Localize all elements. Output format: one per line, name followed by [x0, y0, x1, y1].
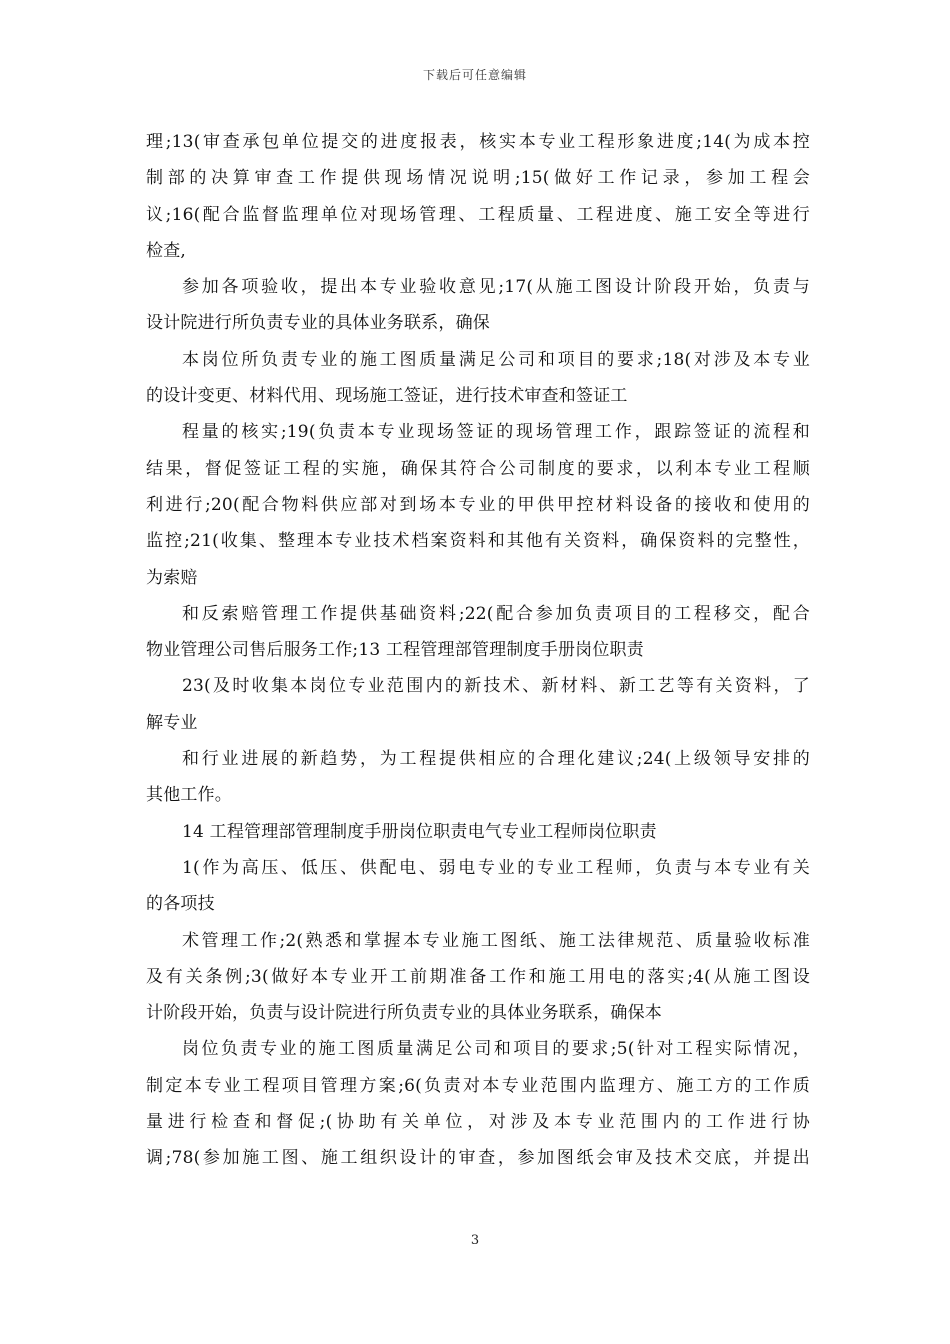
text-line: 计阶段开始，负责与设计院进行所负责专业的具体业务联系，确保本	[146, 1003, 662, 1024]
text-line: 及有关条例;3(做好本专业开工前期准备工作和施工用电的落实;4(从施工图设	[146, 966, 810, 987]
text-line: 议;16(配合监督监理单位对现场管理、工程质量、工程进度、施工安全等进行	[146, 204, 810, 225]
document-body	[146, 124, 810, 1177]
text-line: 解专业	[146, 712, 198, 733]
page-number: 3	[470, 1233, 480, 1248]
text-line: 和行业进展的新趋势，为工程提供相应的合理化建议;24(上级领导安排的	[182, 749, 810, 770]
text-line: 的各项技	[146, 894, 215, 915]
text-line: 岗位负责专业的施工图质量满足公司和项目的要求;5(针对工程实际情况，	[182, 1039, 810, 1060]
text-line: 利进行;20(配合物料供应部对到场本专业的甲供甲控材料设备的接收和使用的	[146, 494, 810, 515]
text-line: 量进行检查和督促;(协助有关单位，对涉及本专业范围内的工作进行协	[146, 1112, 810, 1133]
text-line: 物业管理公司售后服务工作;13 工程管理部管理制度手册岗位职责	[146, 640, 644, 661]
text-line: 设计院进行所负责专业的具体业务联系，确保	[146, 313, 490, 334]
text-line: 本岗位所负责专业的施工图质量满足公司和项目的要求;18(对涉及本专业	[182, 349, 810, 370]
text-line: 制定本专业工程项目管理方案;6(负责对本专业范围内监理方、施工方的工作质	[146, 1075, 810, 1096]
text-line: 为索赔	[146, 567, 198, 588]
text-line: 和反索赔管理工作提供基础资料;22(配合参加负责项目的工程移交，配合	[182, 603, 810, 624]
text-line: 理;13(审查承包单位提交的进度报表，核实本专业工程形象进度;14(为成本控	[146, 132, 810, 152]
text-line: 程量的核实;19(负责本专业现场签证的现场管理工作，跟踪签证的流程和	[182, 422, 810, 443]
text-line: 检查,	[146, 240, 187, 261]
text-line: 23(及时收集本岗位专业范围内的新技术、新材料、新工艺等有关资料，了	[182, 676, 810, 697]
text-line: 其他工作。	[146, 785, 232, 806]
text-line: 制部的决算审查工作提供现场情况说明;15(做好工作记录，参加工程会	[146, 168, 810, 189]
text-line: 1(作为高压、低压、供配电、弱电专业的专业工程师，负责与本专业有关	[182, 857, 810, 878]
page-header: 下载后可任意编辑	[422, 68, 527, 82]
text-line: 参加各项验收，提出本专业验收意见;17(从施工图设计阶段开始，负责与	[182, 277, 810, 298]
text-line: 结果，督促签证工程的实施，确保其符合公司制度的要求，以利本专业工程顺	[146, 458, 810, 479]
text-line: 监控;21(收集、整理本专业技术档案资料和其他有关资料，确保资料的完整性，	[146, 531, 810, 552]
text-line: 调;78(参加施工图、施工组织设计的审查，参加图纸会审及技术交底，并提出	[146, 1148, 810, 1169]
text-line: 术管理工作;2(熟悉和掌握本专业施工图纸、施工法律规范、质量验收标准	[182, 930, 810, 951]
text-line: 的设计变更、材料代用、现场施工签证，进行技术审查和签证工	[146, 386, 628, 407]
text-line: 14 工程管理部管理制度手册岗位职责电气专业工程师岗位职责	[182, 821, 657, 842]
